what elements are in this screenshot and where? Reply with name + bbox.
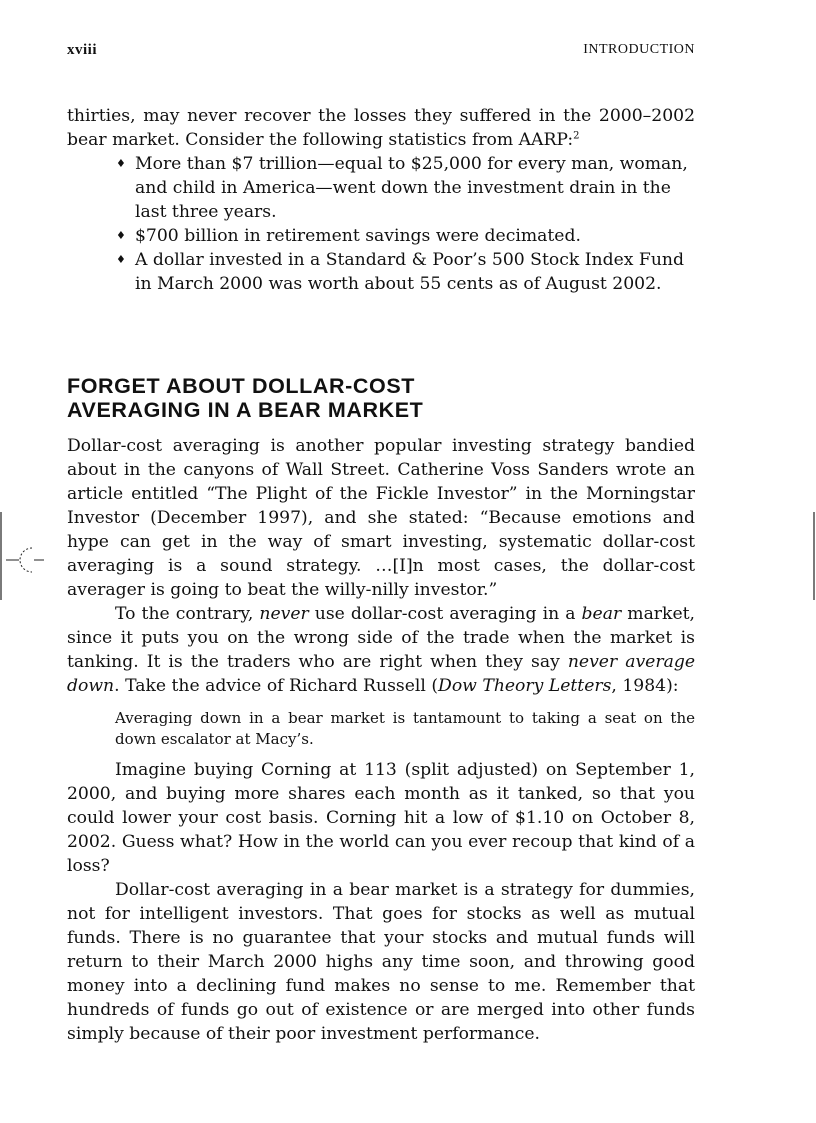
section-body [67,434,695,1046]
diamond-bullet-icon: ♦ [116,157,126,170]
list-item: ♦ $700 billion in retirement savings were decimated. [116,226,581,246]
paragraph-1: Dollar-cost averaging is another popular investing strategy bandied about in the canyons of Wall Street. Catherine Voss Sanders wrote an article entitled “The Plight of the Fickle Investor” in the Morningstar Investor (December 1997), and she stated: “Because emotions and hype can get in the way of smart investing, systematic dollar-cost averaging is a sound strategy. …[I]n most cases, the dollar-cost averager is going to beat the willy-nilly investor.” [67,436,695,600]
heading-line-2: AVERAGING IN A BEAR MARKET [67,398,424,422]
registration-mark-left [0,512,46,600]
paragraph-3: Imagine buying Corning at 113 (split adjusted) on September 1, 2000, and buying more shares each month as it tanked, so that you could lower your cost basis. Corning hit a low of $1.10 on October 8, 2002. Guess what? How in the world can you ever recoup that kind of a loss? [67,760,695,876]
heading-line-1: FORGET ABOUT DOLLAR-COST [67,374,416,398]
paragraph-4: Dollar-cost averaging in a bear market is a strategy for dummies, not for intelligent investors. That goes for stocks as well as mutual funds. There is no guarantee that your stocks and mutual funds will return to their March 2000 highs any time soon, and throwing good money into a declining fund makes no sense to me. Remember that hundreds of funds go out of existence or are merged into other funds simply because of their poor investment performance. [67,880,695,1044]
list-item: ♦ A dollar invested in a Standard & Poor’s 500 Stock Index Fund in March 2000 was worth about 55 cents as of August 2002. [116,250,684,294]
diamond-bullet-icon: ♦ [116,229,126,242]
running-head [67,42,695,62]
page-number: xviii [67,42,98,58]
block-quote: Averaging down in a bear market is tantamount to taking a seat on the down escalator at Macy’s. [115,709,695,748]
section-heading [67,374,695,422]
running-head-title: INTRODUCTION [583,42,695,57]
intro-paragraph: thirties, may never recover the losses they suffered in the 2000–2002 bear market. Consider the following statistics from AARP:$^2$ [67,106,695,150]
intro-block [67,104,695,296]
paragraph-2: To the contrary, never use dollar-cost averaging in a bear market, since it puts you on the wrong side of the trade when the market is tanking. It is the traders who are right when they say never average down. Take the advice of Richard Russell (Dow Theory Letters, 1984): [67,604,695,696]
registration-mark-right [812,512,816,600]
statistics-list [67,152,695,296]
diamond-bullet-icon: ♦ [116,253,126,266]
footnote-reference: 2 [573,130,580,142]
list-item: ♦ More than $7 trillion—equal to $25,000 for every man, woman, and child in America—went down the investment drain in the last three years. [116,154,688,222]
